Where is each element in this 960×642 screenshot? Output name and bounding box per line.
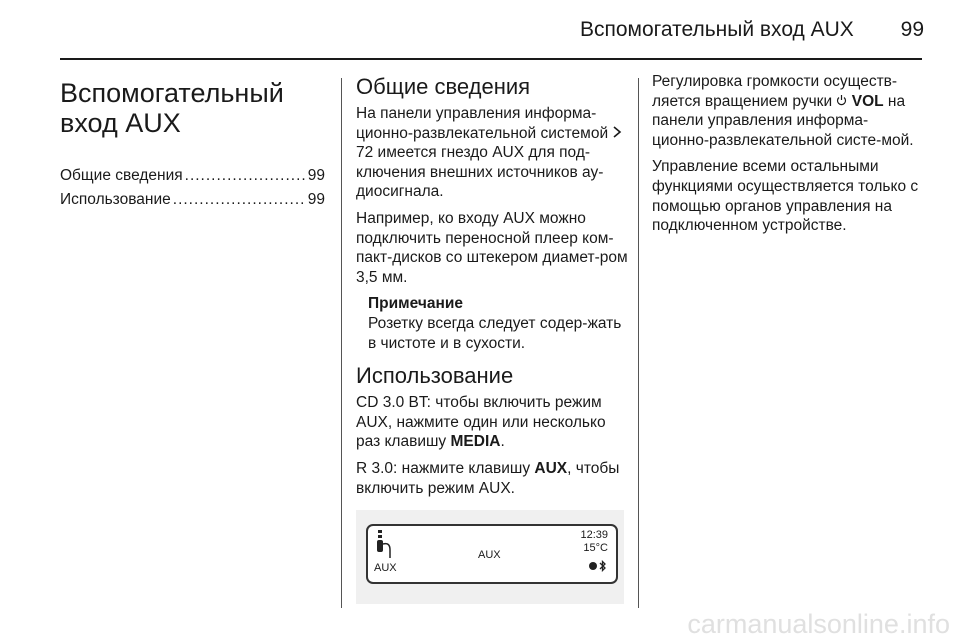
toc-page: 99: [307, 191, 325, 208]
radio-screen: [366, 524, 618, 584]
media-key-label: MEDIA: [450, 433, 501, 451]
right-column: [652, 72, 924, 243]
chapter-title-line1: Вспомогательный: [60, 78, 284, 108]
chapter-title-line2: вход AUX: [60, 108, 181, 138]
usage-p2-suffix: , чтобы включить режим AUX.: [356, 459, 620, 497]
column-divider-1: [341, 78, 342, 608]
page-number: 99: [900, 18, 924, 41]
volume-paragraph: [652, 72, 924, 150]
column-divider-2: [638, 78, 639, 608]
aux-key-label: AUX: [534, 459, 568, 477]
source-label-center: AUX: [478, 549, 501, 562]
source-label-small: AUX: [374, 561, 397, 574]
header-rule: [60, 58, 922, 60]
clock-time: 12:39: [580, 529, 608, 542]
control-paragraph: Управление всеми остальными функциями осуществляется только с помощью органов управления на подключенном устройстве.: [652, 158, 919, 235]
usage-p1-end: .: [500, 433, 505, 451]
chapter-column: [60, 72, 325, 210]
toc-item[interactable]: [60, 190, 325, 210]
toc-leader: [173, 190, 306, 210]
usage-paragraph-2: [356, 459, 628, 498]
bluetooth-icon: [588, 560, 608, 580]
watermark: carmanualsonline.info: [687, 609, 950, 639]
power-icon: [836, 93, 851, 110]
volume-p1-suffix: на панели управления информа-ционно-развлекательной систе-мой.: [652, 92, 914, 149]
note-title: Примечание: [368, 295, 463, 313]
display-illustration: [356, 510, 624, 604]
running-header-title: Вспомогательный вход AUX: [580, 18, 854, 41]
section-heading-general: Общие сведения: [356, 74, 531, 99]
general-p1-prefix: На панели управления информа-ционно-развлекательной системой: [356, 105, 609, 142]
main-column: [356, 72, 628, 604]
vol-key-label: VOL: [851, 92, 884, 110]
chapter-title: [60, 78, 325, 138]
section-heading-usage: Использование: [356, 363, 514, 389]
general-paragraph-2: Например, ко входу AUX можно подключить переносной плеер ком-пакт-дисков со штекером диамет-ром 3,5 мм.: [356, 209, 628, 286]
general-p1-suffix: 72 имеется гнездо AUX для под-ключения внешних источников ау-диосигнала.: [356, 144, 604, 201]
usage-p2-prefix: R 3.0: нажмите клавишу: [356, 459, 531, 477]
toc-page: 99: [307, 167, 325, 184]
toc-leader: [185, 166, 306, 186]
clock-temp: [580, 529, 608, 555]
general-paragraph-1: [356, 104, 628, 202]
toc-label: Общие сведения: [60, 167, 183, 184]
toc-label: Использование: [60, 191, 171, 208]
note-text: Розетку всегда следует содер-жать в чистоте и в сухости.: [368, 314, 622, 352]
outside-temp: 15°C: [583, 542, 608, 555]
volume-p1-prefix: Регулировка громкости осуществ-ляется вращением ручки: [652, 73, 898, 110]
usage-p1-prefix: CD 3.0 BT: чтобы включить режим AUX, нажмите один или несколько раз клавишу: [356, 394, 606, 451]
usage-paragraph-1: [356, 393, 628, 452]
page-reference-icon: [612, 125, 622, 142]
toc-item[interactable]: [60, 166, 325, 186]
note-box: [368, 294, 628, 353]
